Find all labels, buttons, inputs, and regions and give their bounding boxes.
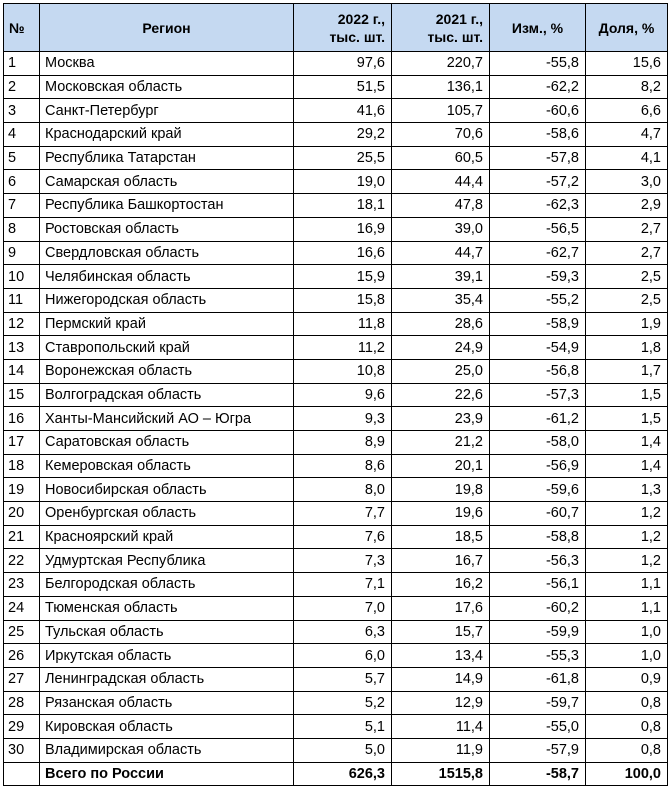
header-2021-line1: 2021 г., xyxy=(435,10,483,27)
row-number: 13 xyxy=(4,336,40,360)
row-region: Рязанская область xyxy=(40,691,294,715)
row-change-value: -60,2 xyxy=(490,596,586,620)
row-region: Республика Татарстан xyxy=(40,146,294,170)
row-2021-value: 20,1 xyxy=(392,454,490,478)
row-2022-value: 8,9 xyxy=(294,431,392,455)
row-2021-value: 44,4 xyxy=(392,170,490,194)
row-2021-value: 23,9 xyxy=(392,407,490,431)
row-number: 14 xyxy=(4,359,40,383)
row-change-value: -56,3 xyxy=(490,549,586,573)
row-change-value: -58,6 xyxy=(490,123,586,147)
row-share-value: 2,5 xyxy=(586,288,668,312)
row-share-value: 0,8 xyxy=(586,738,668,762)
row-2022-value: 5,2 xyxy=(294,691,392,715)
table-row xyxy=(4,359,668,383)
table-row xyxy=(4,241,668,265)
table-row xyxy=(4,336,668,360)
table-row xyxy=(4,620,668,644)
row-region: Московская область xyxy=(40,75,294,99)
row-2021-value: 60,5 xyxy=(392,146,490,170)
row-2021-value: 22,6 xyxy=(392,383,490,407)
row-change-value: -61,2 xyxy=(490,407,586,431)
row-share-value: 1,1 xyxy=(586,573,668,597)
row-share-value: 1,1 xyxy=(586,596,668,620)
row-share-value: 1,0 xyxy=(586,644,668,668)
row-change-value: -57,9 xyxy=(490,738,586,762)
total-row xyxy=(4,762,668,786)
row-share-value: 1,5 xyxy=(586,383,668,407)
row-share-value: 6,6 xyxy=(586,99,668,123)
row-change-value: -60,7 xyxy=(490,502,586,526)
row-change-value: -57,8 xyxy=(490,146,586,170)
table-row xyxy=(4,715,668,739)
header-no: № xyxy=(4,4,40,52)
row-share-value: 1,8 xyxy=(586,336,668,360)
row-number: 7 xyxy=(4,194,40,218)
row-2021-value: 13,4 xyxy=(392,644,490,668)
row-2021-value: 16,7 xyxy=(392,549,490,573)
table-row xyxy=(4,288,668,312)
row-change-value: -55,8 xyxy=(490,52,586,76)
row-share-value: 1,4 xyxy=(586,454,668,478)
row-change-value: -55,3 xyxy=(490,644,586,668)
row-number: 19 xyxy=(4,478,40,502)
row-region: Москва xyxy=(40,52,294,76)
row-number: 6 xyxy=(4,170,40,194)
row-2022-value: 9,3 xyxy=(294,407,392,431)
total-label: Всего по России xyxy=(40,762,294,786)
row-2021-value: 19,8 xyxy=(392,478,490,502)
row-share-value: 3,0 xyxy=(586,170,668,194)
row-share-value: 1,5 xyxy=(586,407,668,431)
table-row xyxy=(4,312,668,336)
row-2022-value: 7,7 xyxy=(294,502,392,526)
row-share-value: 0,8 xyxy=(586,691,668,715)
row-2022-value: 5,0 xyxy=(294,738,392,762)
row-share-value: 1,2 xyxy=(586,549,668,573)
row-2021-value: 47,8 xyxy=(392,194,490,218)
row-region: Нижегородская область xyxy=(40,288,294,312)
row-change-value: -59,6 xyxy=(490,478,586,502)
table-row xyxy=(4,383,668,407)
total-2022-value: 626,3 xyxy=(294,762,392,786)
row-share-value: 2,9 xyxy=(586,194,668,218)
table-row xyxy=(4,52,668,76)
row-region: Владимирская область xyxy=(40,738,294,762)
table-row xyxy=(4,217,668,241)
row-region: Тюменская область xyxy=(40,596,294,620)
row-2021-value: 16,2 xyxy=(392,573,490,597)
row-region: Саратовская область xyxy=(40,431,294,455)
row-2021-value: 39,1 xyxy=(392,265,490,289)
row-share-value: 15,6 xyxy=(586,52,668,76)
row-2021-value: 17,6 xyxy=(392,596,490,620)
row-region: Пермский край xyxy=(40,312,294,336)
table-row xyxy=(4,573,668,597)
row-region: Белгородская область xyxy=(40,573,294,597)
row-change-value: -62,2 xyxy=(490,75,586,99)
row-change-value: -55,0 xyxy=(490,715,586,739)
row-2022-value: 7,6 xyxy=(294,525,392,549)
table-row xyxy=(4,123,668,147)
row-2022-value: 16,9 xyxy=(294,217,392,241)
row-2021-value: 136,1 xyxy=(392,75,490,99)
table-row xyxy=(4,454,668,478)
row-number: 5 xyxy=(4,146,40,170)
table-row xyxy=(4,75,668,99)
row-2021-value: 220,7 xyxy=(392,52,490,76)
table-row xyxy=(4,170,668,194)
row-change-value: -61,8 xyxy=(490,667,586,691)
row-region: Ставропольский край xyxy=(40,336,294,360)
row-change-value: -58,0 xyxy=(490,431,586,455)
row-2021-value: 19,6 xyxy=(392,502,490,526)
row-share-value: 0,9 xyxy=(586,667,668,691)
row-2022-value: 7,1 xyxy=(294,573,392,597)
row-2021-value: 70,6 xyxy=(392,123,490,147)
row-region: Кемеровская область xyxy=(40,454,294,478)
row-2021-value: 39,0 xyxy=(392,217,490,241)
row-share-value: 1,4 xyxy=(586,431,668,455)
row-2022-value: 16,6 xyxy=(294,241,392,265)
row-number: 11 xyxy=(4,288,40,312)
row-number: 21 xyxy=(4,525,40,549)
row-change-value: -58,8 xyxy=(490,525,586,549)
table-row xyxy=(4,502,668,526)
row-region: Республика Башкортостан xyxy=(40,194,294,218)
row-2021-value: 25,0 xyxy=(392,359,490,383)
row-change-value: -58,9 xyxy=(490,312,586,336)
row-change-value: -59,7 xyxy=(490,691,586,715)
row-change-value: -56,8 xyxy=(490,359,586,383)
row-2022-value: 15,8 xyxy=(294,288,392,312)
row-region: Красноярский край xyxy=(40,525,294,549)
row-change-value: -54,9 xyxy=(490,336,586,360)
row-share-value: 1,7 xyxy=(586,359,668,383)
table-row xyxy=(4,738,668,762)
row-change-value: -59,3 xyxy=(490,265,586,289)
row-share-value: 1,0 xyxy=(586,620,668,644)
row-region: Свердловская область xyxy=(40,241,294,265)
row-region: Иркутская область xyxy=(40,644,294,668)
table-body xyxy=(4,52,668,786)
row-number: 10 xyxy=(4,265,40,289)
table-row xyxy=(4,407,668,431)
row-region: Краснодарский край xyxy=(40,123,294,147)
row-2022-value: 5,7 xyxy=(294,667,392,691)
table-row xyxy=(4,644,668,668)
row-region: Оренбургская область xyxy=(40,502,294,526)
total-number-cell xyxy=(4,762,40,786)
row-number: 16 xyxy=(4,407,40,431)
row-number: 3 xyxy=(4,99,40,123)
table-row xyxy=(4,99,668,123)
row-number: 30 xyxy=(4,738,40,762)
table-row xyxy=(4,667,668,691)
row-share-value: 4,1 xyxy=(586,146,668,170)
row-2021-value: 28,6 xyxy=(392,312,490,336)
row-change-value: -57,3 xyxy=(490,383,586,407)
row-share-value: 2,7 xyxy=(586,241,668,265)
row-2021-value: 21,2 xyxy=(392,431,490,455)
row-region: Самарская область xyxy=(40,170,294,194)
header-change: Изм., % xyxy=(490,4,586,52)
row-2022-value: 6,3 xyxy=(294,620,392,644)
row-region: Санкт-Петербург xyxy=(40,99,294,123)
row-number: 15 xyxy=(4,383,40,407)
header-row xyxy=(4,4,668,52)
row-number: 27 xyxy=(4,667,40,691)
row-number: 28 xyxy=(4,691,40,715)
row-number: 9 xyxy=(4,241,40,265)
row-share-value: 1,3 xyxy=(586,478,668,502)
table-row xyxy=(4,431,668,455)
row-region: Воронежская область xyxy=(40,359,294,383)
header-region: Регион xyxy=(40,4,294,52)
row-share-value: 1,2 xyxy=(586,525,668,549)
row-2022-value: 7,3 xyxy=(294,549,392,573)
row-share-value: 1,2 xyxy=(586,502,668,526)
row-2022-value: 29,2 xyxy=(294,123,392,147)
header-2021 xyxy=(392,4,490,52)
total-change-value: -58,7 xyxy=(490,762,586,786)
row-number: 1 xyxy=(4,52,40,76)
regions-table xyxy=(3,3,668,786)
row-2022-value: 51,5 xyxy=(294,75,392,99)
header-2022 xyxy=(294,4,392,52)
row-share-value: 2,7 xyxy=(586,217,668,241)
row-2022-value: 41,6 xyxy=(294,99,392,123)
row-2022-value: 11,2 xyxy=(294,336,392,360)
row-2021-value: 14,9 xyxy=(392,667,490,691)
row-change-value: -60,6 xyxy=(490,99,586,123)
row-2022-value: 19,0 xyxy=(294,170,392,194)
header-2021-line2: тыс. шт. xyxy=(427,28,483,45)
row-2022-value: 6,0 xyxy=(294,644,392,668)
row-change-value: -56,5 xyxy=(490,217,586,241)
header-2022-line2: тыс. шт. xyxy=(329,28,385,45)
row-share-value: 2,5 xyxy=(586,265,668,289)
row-region: Челябинская область xyxy=(40,265,294,289)
row-2021-value: 35,4 xyxy=(392,288,490,312)
row-2022-value: 15,9 xyxy=(294,265,392,289)
table-row xyxy=(4,549,668,573)
row-2022-value: 5,1 xyxy=(294,715,392,739)
row-change-value: -59,9 xyxy=(490,620,586,644)
row-number: 18 xyxy=(4,454,40,478)
total-2021-value: 1515,8 xyxy=(392,762,490,786)
row-region: Ленинградская область xyxy=(40,667,294,691)
row-region: Ростовская область xyxy=(40,217,294,241)
row-2021-value: 11,4 xyxy=(392,715,490,739)
row-2021-value: 44,7 xyxy=(392,241,490,265)
table-row xyxy=(4,596,668,620)
row-change-value: -62,7 xyxy=(490,241,586,265)
header-2022-line1: 2022 г., xyxy=(337,10,385,27)
row-2022-value: 11,8 xyxy=(294,312,392,336)
row-number: 29 xyxy=(4,715,40,739)
row-2022-value: 25,5 xyxy=(294,146,392,170)
table-row xyxy=(4,194,668,218)
row-share-value: 0,8 xyxy=(586,715,668,739)
row-number: 2 xyxy=(4,75,40,99)
row-share-value: 8,2 xyxy=(586,75,668,99)
row-2021-value: 24,9 xyxy=(392,336,490,360)
row-number: 8 xyxy=(4,217,40,241)
table-row xyxy=(4,478,668,502)
row-2021-value: 105,7 xyxy=(392,99,490,123)
table-row xyxy=(4,146,668,170)
row-2022-value: 8,0 xyxy=(294,478,392,502)
row-2022-value: 7,0 xyxy=(294,596,392,620)
row-region: Новосибирская область xyxy=(40,478,294,502)
row-2022-value: 18,1 xyxy=(294,194,392,218)
row-region: Волгоградская область xyxy=(40,383,294,407)
row-number: 20 xyxy=(4,502,40,526)
row-2022-value: 9,6 xyxy=(294,383,392,407)
table-row xyxy=(4,525,668,549)
row-number: 25 xyxy=(4,620,40,644)
row-region: Кировская область xyxy=(40,715,294,739)
row-2021-value: 18,5 xyxy=(392,525,490,549)
row-number: 23 xyxy=(4,573,40,597)
row-region: Тульская область xyxy=(40,620,294,644)
row-number: 4 xyxy=(4,123,40,147)
row-share-value: 4,7 xyxy=(586,123,668,147)
row-2021-value: 15,7 xyxy=(392,620,490,644)
row-region: Удмуртская Республика xyxy=(40,549,294,573)
row-share-value: 1,9 xyxy=(586,312,668,336)
row-2022-value: 97,6 xyxy=(294,52,392,76)
row-number: 12 xyxy=(4,312,40,336)
row-2021-value: 11,9 xyxy=(392,738,490,762)
total-share-value: 100,0 xyxy=(586,762,668,786)
row-2021-value: 12,9 xyxy=(392,691,490,715)
row-number: 17 xyxy=(4,431,40,455)
row-change-value: -55,2 xyxy=(490,288,586,312)
table-row xyxy=(4,691,668,715)
row-number: 26 xyxy=(4,644,40,668)
header-share: Доля, % xyxy=(586,4,668,52)
row-change-value: -56,9 xyxy=(490,454,586,478)
row-region: Ханты-Мансийский АО – Югра xyxy=(40,407,294,431)
row-change-value: -57,2 xyxy=(490,170,586,194)
row-2022-value: 10,8 xyxy=(294,359,392,383)
row-number: 22 xyxy=(4,549,40,573)
table-row xyxy=(4,265,668,289)
row-change-value: -56,1 xyxy=(490,573,586,597)
row-2022-value: 8,6 xyxy=(294,454,392,478)
row-change-value: -62,3 xyxy=(490,194,586,218)
row-number: 24 xyxy=(4,596,40,620)
